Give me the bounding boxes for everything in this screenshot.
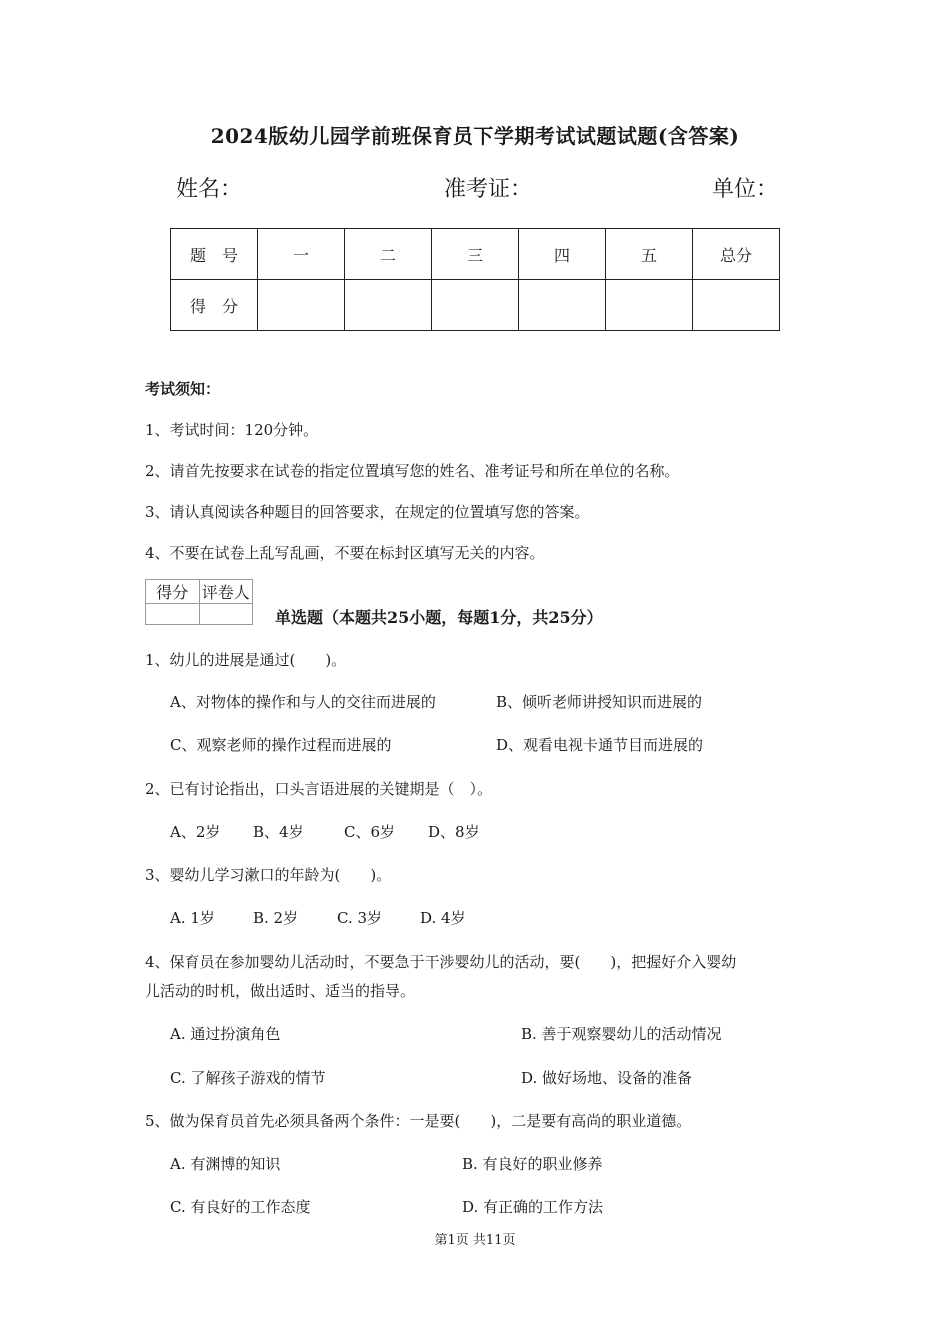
question-option: D. 4岁 — [420, 909, 466, 927]
section-title: 单选题（本题共25小题，每题1分，共25分） — [275, 608, 603, 627]
grader-reviewer-label: 评卷人 — [199, 580, 253, 604]
page-footer: 第1页 共11页 — [434, 1233, 516, 1248]
score-cell — [345, 280, 432, 331]
score-cell — [519, 280, 606, 331]
exam-id-field-label: 准考证： — [444, 177, 533, 202]
question-option: C. 3岁 — [337, 909, 383, 927]
question-option: B、倾听老师讲授知识而进展的 — [496, 693, 703, 711]
grader-score-cell — [146, 604, 200, 625]
score-table-header-cell: 题 号 — [171, 229, 258, 280]
question-option: D. 做好场地、设备的准备 — [521, 1069, 693, 1087]
notes-item: 2、请首先按要求在试卷的指定位置填写您的姓名、准考证号和所在单位的名称。 — [145, 462, 680, 480]
score-cell — [432, 280, 519, 331]
question-option: D、8岁 — [428, 823, 480, 841]
question-stem-continued: 儿活动的时机，做出适时、适当的指导。 — [145, 982, 416, 1000]
notes-title: 考试须知： — [145, 380, 221, 398]
question-option: B. 善于观察婴幼儿的活动情况 — [521, 1025, 722, 1043]
notes-item: 4、不要在试卷上乱写乱画，不要在标封区填写无关的内容。 — [145, 544, 545, 562]
notes-item: 1、考试时间：120分钟。 — [145, 421, 319, 439]
question-option: A. 有渊博的知识 — [170, 1155, 281, 1173]
score-table-header-cell: 二 — [345, 229, 432, 280]
score-table-header-cell: 一 — [258, 229, 345, 280]
question-option: A. 1岁 — [170, 909, 215, 927]
question-option: A、对物体的操作和与人的交往而进展的 — [170, 693, 436, 711]
score-cell — [693, 280, 780, 331]
question-option: A、2岁 — [170, 823, 221, 841]
question-option: A. 通过扮演角色 — [170, 1025, 281, 1043]
question-stem: 3、婴幼儿学习漱口的年龄为( )。 — [145, 866, 392, 884]
document-title: 2024版幼儿园学前班保育员下学期考试试题试题(含答案) — [210, 124, 740, 148]
notes-item: 3、请认真阅读各种题目的回答要求，在规定的位置填写您的答案。 — [145, 503, 590, 521]
question-stem: 1、幼儿的进展是通过( )。 — [145, 651, 347, 669]
score-table — [170, 228, 780, 331]
question-stem: 2、已有讨论指出，口头言语进展的关键期是（ ）。 — [145, 780, 493, 798]
name-field-label: 姓名： — [176, 177, 243, 202]
question-option: C、6岁 — [344, 823, 396, 841]
question-option: C、观察老师的操作过程而进展的 — [170, 736, 392, 754]
score-table-header-cell: 四 — [519, 229, 606, 280]
score-table-row-label: 得 分 — [171, 280, 258, 331]
grader-reviewer-cell — [199, 604, 253, 625]
score-cell — [606, 280, 693, 331]
question-option: D. 有正确的工作方法 — [462, 1198, 604, 1216]
score-table-header-cell: 五 — [606, 229, 693, 280]
question-stem: 4、保育员在参加婴幼儿活动时，不要急于干涉婴幼儿的活动，要( )，把握好介入婴幼 — [145, 953, 737, 971]
score-cell — [258, 280, 345, 331]
question-option: B、4岁 — [253, 823, 304, 841]
score-table-header-cell: 三 — [432, 229, 519, 280]
grader-score-label: 得分 — [146, 580, 200, 604]
score-table-header-row — [171, 229, 780, 280]
question-option: C. 了解孩子游戏的情节 — [170, 1069, 326, 1087]
question-option: B. 有良好的职业修养 — [462, 1155, 603, 1173]
grader-box — [145, 579, 253, 625]
question-option: C. 有良好的工作态度 — [170, 1198, 311, 1216]
unit-field-label: 单位： — [712, 177, 779, 202]
question-option: B. 2岁 — [253, 909, 299, 927]
score-table-header-cell: 总分 — [693, 229, 780, 280]
score-table-score-row — [171, 280, 780, 331]
question-stem: 5、做为保育员首先必须具备两个条件：一是要( )，二是要有高尚的职业道德。 — [145, 1112, 692, 1130]
question-option: D、观看电视卡通节目而进展的 — [496, 736, 704, 754]
